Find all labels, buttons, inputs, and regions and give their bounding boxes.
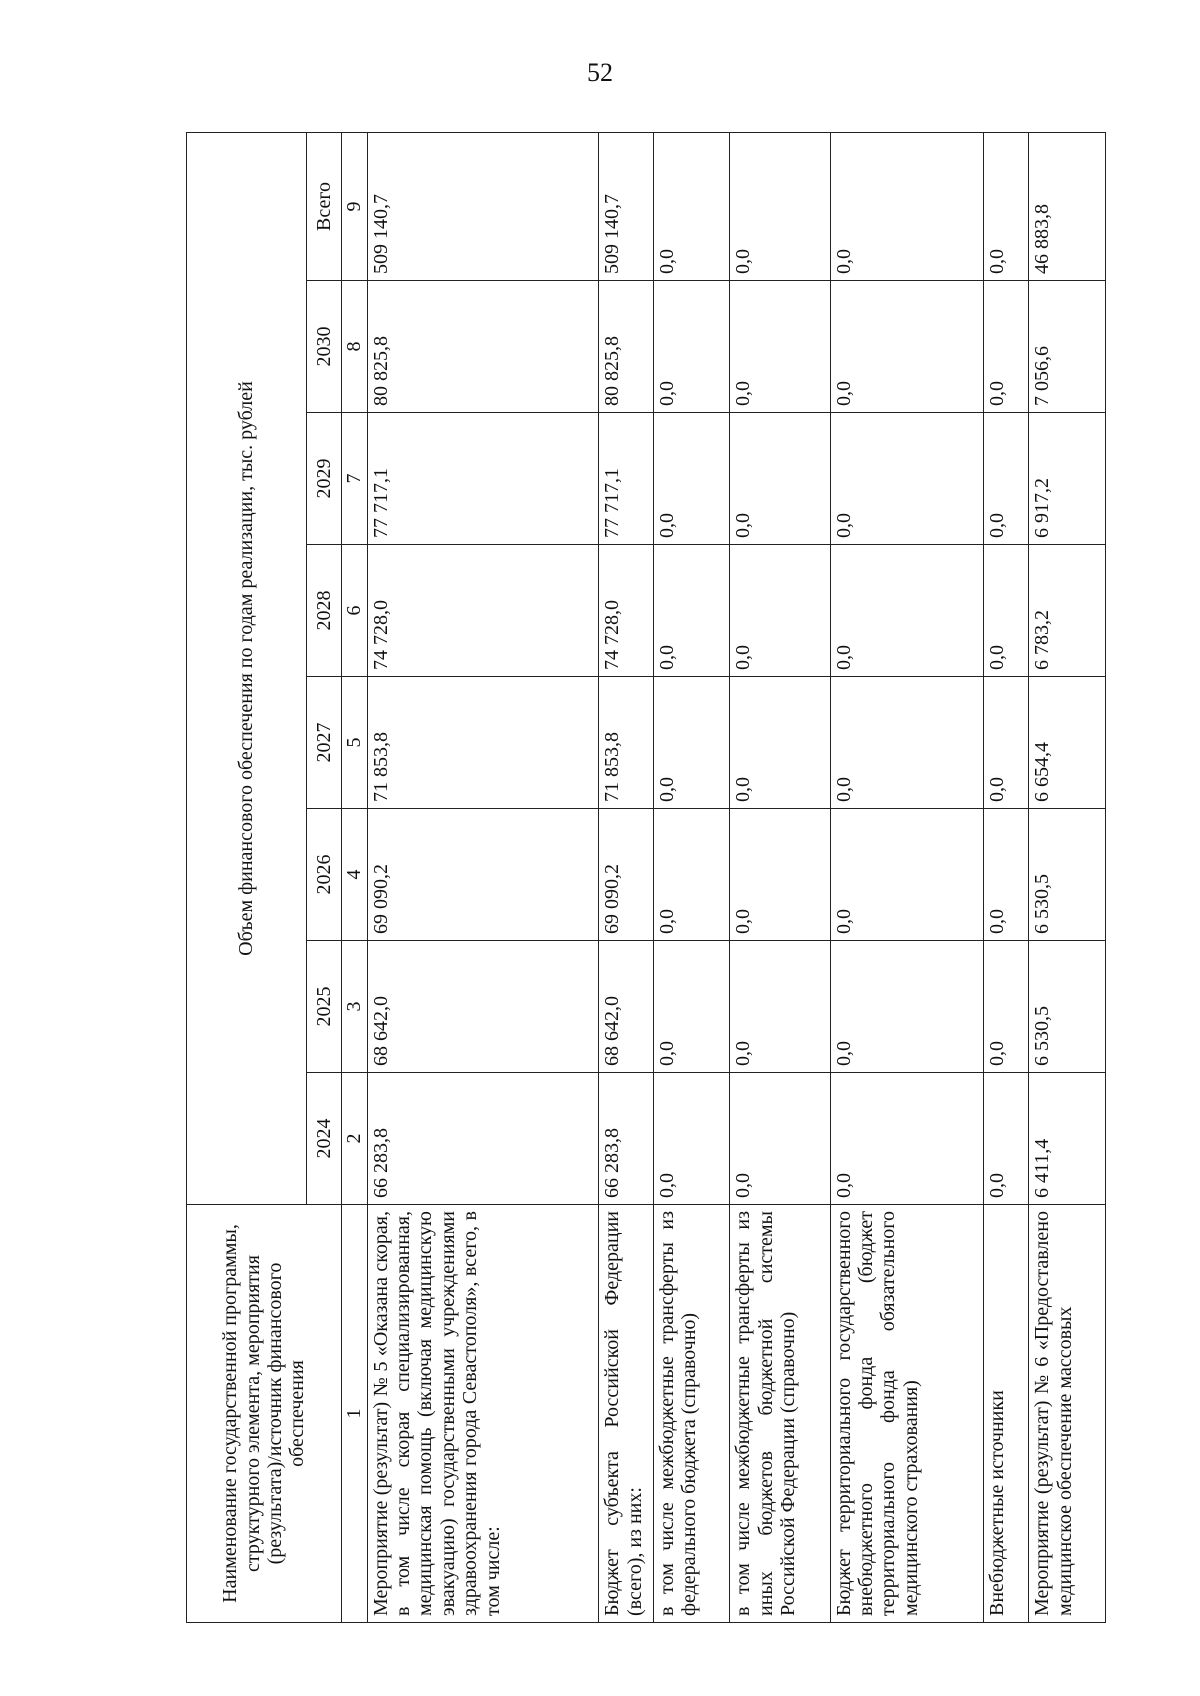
value-cell: 0,0 (983, 413, 1029, 545)
value-cell: 0,0 (730, 281, 831, 413)
value-cell: 0,0 (983, 545, 1029, 677)
table-row (367, 132, 599, 1622)
table-row (599, 132, 653, 1622)
value-cell: 0,0 (830, 941, 983, 1073)
value-cell: 74 728,0 (599, 545, 653, 677)
value-cell: 80 825,8 (367, 281, 599, 413)
table-row (653, 132, 729, 1622)
value-cell: 0,0 (830, 809, 983, 941)
column-index: 9 (342, 132, 368, 280)
value-cell: 0,0 (830, 413, 983, 545)
column-index: 4 (342, 809, 368, 941)
value-cell: 6 917,2 (1029, 413, 1106, 545)
value-cell: 0,0 (653, 1073, 729, 1205)
value-cell: 69 090,2 (599, 809, 653, 941)
table-row (830, 132, 983, 1622)
row-label: Бюджет территориального государственного внебюджетного фонда (бюджет территориального фонда обязательного медицинского страхования) (830, 1205, 983, 1623)
value-cell: 0,0 (983, 677, 1029, 809)
value-cell: 68 642,0 (367, 941, 599, 1073)
column-index: 2 (342, 1073, 368, 1205)
financing-table (186, 132, 1106, 1623)
value-cell: 71 853,8 (367, 677, 599, 809)
row-label: Мероприятие (результат) № 5 «Оказана скорая, в том числе скорая специализированная, медицинская помощь (включая медицинскую эвакуацию) государственными учреждениями здравоохранения города Севастополя», всего, в том числе: (367, 1205, 599, 1623)
value-cell: 0,0 (653, 809, 729, 941)
column-index-row (342, 132, 368, 1622)
column-index: 1 (342, 1205, 368, 1623)
value-cell: 6 783,2 (1029, 545, 1106, 677)
year-header: 2028 (307, 545, 342, 677)
total-cell: 0,0 (983, 132, 1029, 280)
year-header: 2026 (307, 809, 342, 941)
column-index: 3 (342, 941, 368, 1073)
value-cell: 0,0 (730, 413, 831, 545)
value-cell: 6 654,4 (1029, 677, 1106, 809)
table-row (1029, 132, 1106, 1622)
value-cell: 74 728,0 (367, 545, 599, 677)
year-header: 2030 (307, 281, 342, 413)
value-cell: 71 853,8 (599, 677, 653, 809)
row-label: в том числе межбюджетные трансферты из федерального бюджета (справочно) (653, 1205, 729, 1623)
table-row (730, 132, 831, 1622)
row-label: Мероприятие (результат) № 6 «Предоставлено медицинское обеспечение массовых (1029, 1205, 1106, 1623)
value-cell: 0,0 (730, 545, 831, 677)
row-label: Внебюджетные источники (983, 1205, 1029, 1623)
value-cell: 6 530,5 (1029, 809, 1106, 941)
year-header: 2027 (307, 677, 342, 809)
value-cell: 0,0 (653, 941, 729, 1073)
value-cell: 7 056,6 (1029, 281, 1106, 413)
value-cell: 0,0 (830, 281, 983, 413)
volume-header: Объем финансового обеспечения по годам реализации, тыс. рублей (187, 132, 307, 1204)
value-cell: 0,0 (983, 941, 1029, 1073)
year-header: 2029 (307, 413, 342, 545)
value-cell: 0,0 (653, 545, 729, 677)
total-cell: 46 883,8 (1029, 132, 1106, 280)
value-cell: 66 283,8 (367, 1073, 599, 1205)
value-cell: 0,0 (830, 545, 983, 677)
value-cell: 0,0 (730, 1073, 831, 1205)
value-cell: 6 530,5 (1029, 941, 1106, 1073)
value-cell: 0,0 (653, 413, 729, 545)
total-cell: 509 140,7 (599, 132, 653, 280)
value-cell: 0,0 (983, 1073, 1029, 1205)
value-cell: 66 283,8 (599, 1073, 653, 1205)
value-cell: 69 090,2 (367, 809, 599, 941)
value-cell: 0,0 (830, 677, 983, 809)
row-label: в том числе межбюджетные трансферты из иных бюджетов бюджетной системы Российской Федерации (справочно) (730, 1205, 831, 1623)
value-cell: 80 825,8 (599, 281, 653, 413)
column-index: 7 (342, 413, 368, 545)
value-cell: 0,0 (653, 281, 729, 413)
total-header: Всего (307, 132, 342, 280)
column-index: 8 (342, 281, 368, 413)
table-row (983, 132, 1029, 1622)
value-cell: 0,0 (830, 1073, 983, 1205)
value-cell: 0,0 (983, 281, 1029, 413)
value-cell: 0,0 (653, 677, 729, 809)
rotated-table-frame (186, 133, 1106, 1623)
value-cell: 0,0 (730, 809, 831, 941)
total-cell: 0,0 (730, 132, 831, 280)
name-column-header: Наименование государственной программы, структурного элемента, мероприятия (результата)/источник финансового обеспечения (187, 1205, 342, 1623)
row-label: Бюджет субъекта Российской Федерации (всего), из них: (599, 1205, 653, 1623)
total-cell: 0,0 (830, 132, 983, 280)
page-number: 52 (587, 58, 613, 87)
column-index: 5 (342, 677, 368, 809)
value-cell: 68 642,0 (599, 941, 653, 1073)
total-cell: 0,0 (653, 132, 729, 280)
value-cell: 77 717,1 (599, 413, 653, 545)
value-cell: 0,0 (983, 809, 1029, 941)
column-index: 6 (342, 545, 368, 677)
total-cell: 509 140,7 (367, 132, 599, 280)
year-header: 2025 (307, 941, 342, 1073)
value-cell: 0,0 (730, 677, 831, 809)
year-header: 2024 (307, 1073, 342, 1205)
value-cell: 77 717,1 (367, 413, 599, 545)
value-cell: 6 411,4 (1029, 1073, 1106, 1205)
value-cell: 0,0 (730, 941, 831, 1073)
